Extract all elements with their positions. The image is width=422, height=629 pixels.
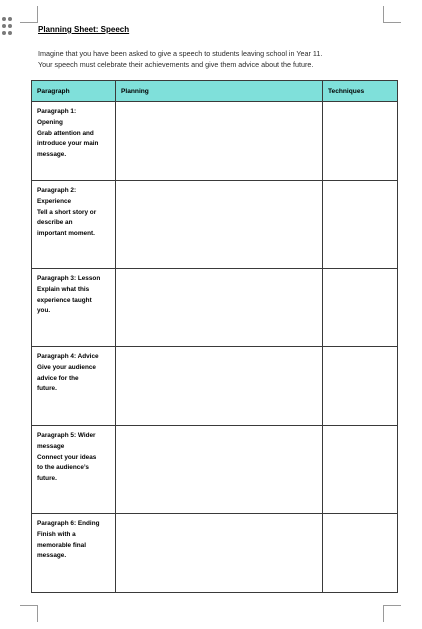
cell-line: Opening	[37, 118, 63, 126]
cell-line: experience taught	[37, 296, 92, 304]
table-row	[32, 269, 398, 347]
crop-mark-bottom-left-h	[20, 605, 37, 606]
cell-line: memorable final	[37, 541, 87, 549]
table-row	[32, 514, 398, 593]
instructions	[38, 48, 388, 70]
cell-line: Finish with a	[37, 530, 76, 538]
page-title: Planning Sheet: Speech	[38, 25, 130, 34]
table-row	[32, 347, 398, 426]
paragraph-cell	[32, 514, 116, 593]
column-header-paragraph: Paragraph	[32, 81, 116, 102]
cell-line: Grab attention and	[37, 129, 94, 137]
planning-cell[interactable]	[116, 347, 323, 426]
table-row	[32, 102, 398, 181]
crop-mark-top-left-h	[20, 22, 37, 23]
cell-line: Connect your ideas	[37, 453, 97, 461]
planning-cell[interactable]	[116, 269, 323, 347]
planning-table	[31, 80, 398, 593]
planning-cell[interactable]	[116, 426, 323, 514]
techniques-cell[interactable]	[323, 102, 398, 181]
paragraph-cell	[32, 269, 116, 347]
crop-mark-top-right-v	[383, 6, 384, 23]
techniques-cell[interactable]	[323, 269, 398, 347]
cell-line: advice for the	[37, 374, 79, 382]
techniques-cell[interactable]	[323, 514, 398, 593]
techniques-cell[interactable]	[323, 347, 398, 426]
table-header-row	[32, 81, 398, 102]
cell-line: introduce your main	[37, 140, 99, 148]
table-row	[32, 181, 398, 269]
cell-line: Paragraph 6: Ending	[37, 520, 100, 527]
column-header-techniques: Techniques	[323, 81, 398, 102]
cell-line: future.	[37, 475, 57, 483]
paragraph-cell	[32, 102, 116, 181]
cell-line: Paragraph 2:	[37, 187, 77, 194]
cell-line: message	[37, 442, 65, 450]
paragraph-cell	[32, 181, 116, 269]
table-row	[32, 426, 398, 514]
instructions-line: Imagine that you have been asked to give a speech to students leaving school in Year 11.	[38, 49, 323, 58]
column-header-planning: Planning	[116, 81, 323, 102]
drag-handle-icon[interactable]	[2, 17, 14, 39]
cell-line: describe an	[37, 219, 73, 227]
cell-line: Explain what this	[37, 285, 90, 293]
cell-line: Experience	[37, 197, 72, 205]
cell-line: important moment.	[37, 230, 95, 238]
techniques-cell[interactable]	[323, 426, 398, 514]
cell-line: future.	[37, 385, 57, 393]
techniques-cell[interactable]	[323, 181, 398, 269]
paragraph-cell	[32, 426, 116, 514]
crop-mark-bottom-right-h	[384, 605, 401, 606]
cell-line: Paragraph 5: Wider	[37, 432, 96, 439]
paragraph-cell	[32, 347, 116, 426]
cell-line: you.	[37, 307, 51, 315]
cell-line: Give your audience	[37, 363, 96, 371]
crop-mark-bottom-left-v	[37, 605, 38, 622]
cell-line: Paragraph 1:	[37, 108, 77, 115]
planning-cell[interactable]	[116, 514, 323, 593]
planning-cell[interactable]	[116, 102, 323, 181]
crop-mark-top-right-h	[384, 22, 401, 23]
cell-line: Paragraph 3: Lesson	[37, 275, 101, 282]
crop-mark-bottom-right-v	[383, 605, 384, 622]
cell-line: Paragraph 4: Advice	[37, 353, 99, 360]
cell-line: message.	[37, 552, 67, 560]
crop-mark-top-left-v	[37, 6, 38, 23]
planning-cell[interactable]	[116, 181, 323, 269]
cell-line: message.	[37, 151, 67, 159]
cell-line: to the audience’s	[37, 464, 89, 472]
cell-line: Tell a short story or	[37, 208, 97, 216]
instructions-line: Your speech must celebrate their achievements and give them advice about the future.	[38, 60, 314, 69]
